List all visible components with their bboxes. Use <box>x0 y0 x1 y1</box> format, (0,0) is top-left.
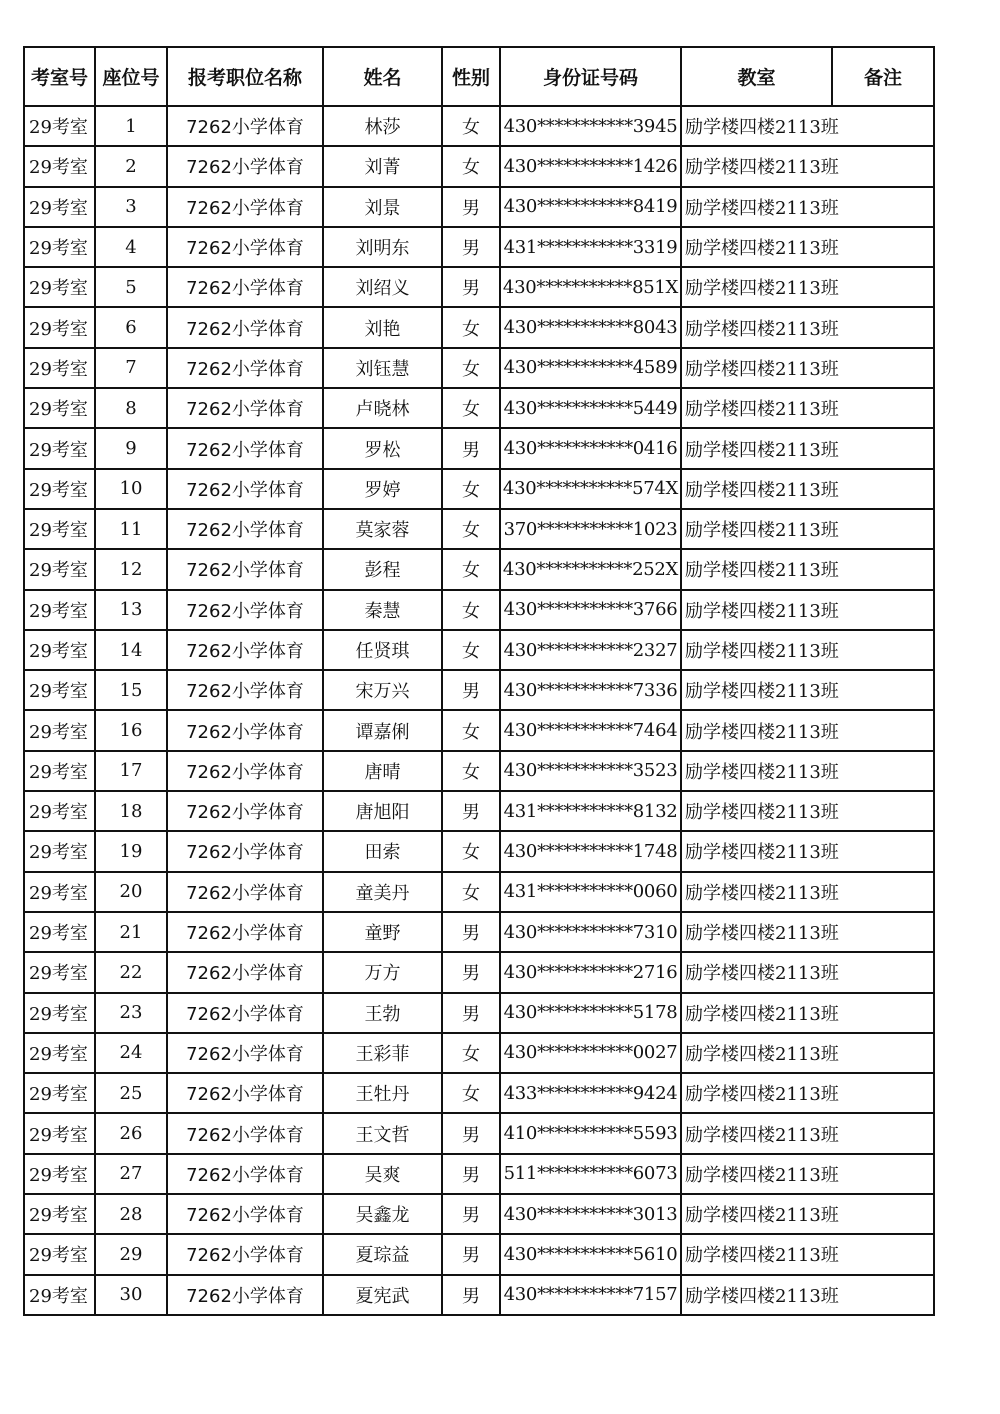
id-number-cell: 430***********7310 <box>500 912 681 952</box>
name-cell: 夏琮益 <box>323 1234 442 1274</box>
header-id-number: 身份证号码 <box>500 47 681 106</box>
gender-cell: 女 <box>442 307 500 347</box>
room-cell: 29考室 <box>24 1073 95 1113</box>
table-row <box>24 509 934 549</box>
room-cell: 29考室 <box>24 1194 95 1234</box>
gender-cell: 男 <box>442 1194 500 1234</box>
position-cell: 7262小学体育 <box>167 227 323 267</box>
header-room: 考室号 <box>24 47 95 106</box>
seat-cell: 7 <box>95 348 167 388</box>
gender-cell: 女 <box>442 872 500 912</box>
seat-cell: 28 <box>95 1194 167 1234</box>
table-row <box>24 1194 934 1234</box>
table-row <box>24 630 934 670</box>
room-cell: 29考室 <box>24 187 95 227</box>
id-number-cell: 430***********0416 <box>500 428 681 468</box>
room-cell: 29考室 <box>24 1234 95 1274</box>
classroom-cell: 励学楼四楼2113班 <box>681 307 934 347</box>
gender-cell: 男 <box>442 791 500 831</box>
id-number-cell: 431***********3319 <box>500 227 681 267</box>
classroom-cell: 励学楼四楼2113班 <box>681 912 934 952</box>
gender-cell: 女 <box>442 1033 500 1073</box>
room-cell: 29考室 <box>24 1275 95 1315</box>
table-row <box>24 428 934 468</box>
name-cell: 任贤琪 <box>323 630 442 670</box>
gender-cell: 男 <box>442 993 500 1033</box>
id-number-cell: 430***********851X <box>500 267 681 307</box>
room-cell: 29考室 <box>24 590 95 630</box>
seat-cell: 6 <box>95 307 167 347</box>
classroom-cell: 励学楼四楼2113班 <box>681 952 934 992</box>
header-gender: 性别 <box>442 47 500 106</box>
gender-cell: 女 <box>442 388 500 428</box>
table-row <box>24 1275 934 1315</box>
name-cell: 莫家蓉 <box>323 509 442 549</box>
position-cell: 7262小学体育 <box>167 549 323 589</box>
table-row <box>24 710 934 750</box>
gender-cell: 女 <box>442 630 500 670</box>
position-cell: 7262小学体育 <box>167 1275 323 1315</box>
gender-cell: 女 <box>442 831 500 871</box>
id-number-cell: 430***********3945 <box>500 106 681 146</box>
name-cell: 彭程 <box>323 549 442 589</box>
position-cell: 7262小学体育 <box>167 1234 323 1274</box>
position-cell: 7262小学体育 <box>167 187 323 227</box>
name-cell: 卢晓林 <box>323 388 442 428</box>
gender-cell: 男 <box>442 1113 500 1153</box>
name-cell: 王勃 <box>323 993 442 1033</box>
name-cell: 童野 <box>323 912 442 952</box>
seat-cell: 16 <box>95 710 167 750</box>
table-row <box>24 549 934 589</box>
id-number-cell: 430***********7336 <box>500 670 681 710</box>
name-cell: 万方 <box>323 952 442 992</box>
gender-cell: 男 <box>442 187 500 227</box>
position-cell: 7262小学体育 <box>167 952 323 992</box>
header-name: 姓名 <box>323 47 442 106</box>
name-cell: 刘艳 <box>323 307 442 347</box>
gender-cell: 女 <box>442 348 500 388</box>
seat-cell: 27 <box>95 1154 167 1194</box>
classroom-cell: 励学楼四楼2113班 <box>681 509 934 549</box>
name-cell: 谭嘉俐 <box>323 710 442 750</box>
gender-cell: 男 <box>442 1275 500 1315</box>
room-cell: 29考室 <box>24 549 95 589</box>
classroom-cell: 励学楼四楼2113班 <box>681 872 934 912</box>
id-number-cell: 430***********3766 <box>500 590 681 630</box>
header-classroom: 教室 <box>681 47 832 106</box>
name-cell: 吴爽 <box>323 1154 442 1194</box>
id-number-cell: 430***********7464 <box>500 710 681 750</box>
name-cell: 刘景 <box>323 187 442 227</box>
room-cell: 29考室 <box>24 469 95 509</box>
room-cell: 29考室 <box>24 106 95 146</box>
name-cell: 唐旭阳 <box>323 791 442 831</box>
gender-cell: 女 <box>442 1073 500 1113</box>
id-number-cell: 430***********4589 <box>500 348 681 388</box>
gender-cell: 女 <box>442 590 500 630</box>
id-number-cell: 430***********8043 <box>500 307 681 347</box>
gender-cell: 男 <box>442 912 500 952</box>
seat-cell: 4 <box>95 227 167 267</box>
position-cell: 7262小学体育 <box>167 509 323 549</box>
position-cell: 7262小学体育 <box>167 670 323 710</box>
classroom-cell: 励学楼四楼2113班 <box>681 227 934 267</box>
position-cell: 7262小学体育 <box>167 267 323 307</box>
table-row <box>24 187 934 227</box>
table-row <box>24 993 934 1033</box>
name-cell: 刘绍义 <box>323 267 442 307</box>
seat-cell: 29 <box>95 1234 167 1274</box>
seat-cell: 10 <box>95 469 167 509</box>
room-cell: 29考室 <box>24 1033 95 1073</box>
name-cell: 宋万兴 <box>323 670 442 710</box>
room-cell: 29考室 <box>24 428 95 468</box>
room-cell: 29考室 <box>24 509 95 549</box>
classroom-cell: 励学楼四楼2113班 <box>681 267 934 307</box>
header-note: 备注 <box>832 47 934 106</box>
seat-cell: 22 <box>95 952 167 992</box>
position-cell: 7262小学体育 <box>167 348 323 388</box>
seat-cell: 19 <box>95 831 167 871</box>
exam-seating-table <box>23 46 935 1316</box>
id-number-cell: 430***********2327 <box>500 630 681 670</box>
gender-cell: 女 <box>442 549 500 589</box>
gender-cell: 女 <box>442 146 500 186</box>
table-row <box>24 388 934 428</box>
room-cell: 29考室 <box>24 952 95 992</box>
classroom-cell: 励学楼四楼2113班 <box>681 751 934 791</box>
id-number-cell: 430***********1748 <box>500 831 681 871</box>
seat-cell: 3 <box>95 187 167 227</box>
seat-cell: 5 <box>95 267 167 307</box>
id-number-cell: 430***********5449 <box>500 388 681 428</box>
name-cell: 吴鑫龙 <box>323 1194 442 1234</box>
classroom-cell: 励学楼四楼2113班 <box>681 710 934 750</box>
table-row <box>24 831 934 871</box>
id-number-cell: 430***********1426 <box>500 146 681 186</box>
gender-cell: 男 <box>442 227 500 267</box>
room-cell: 29考室 <box>24 630 95 670</box>
classroom-cell: 励学楼四楼2113班 <box>681 791 934 831</box>
seat-cell: 18 <box>95 791 167 831</box>
id-number-cell: 410***********5593 <box>500 1113 681 1153</box>
id-number-cell: 431***********0060 <box>500 872 681 912</box>
classroom-cell: 励学楼四楼2113班 <box>681 993 934 1033</box>
name-cell: 田索 <box>323 831 442 871</box>
room-cell: 29考室 <box>24 670 95 710</box>
table-row <box>24 227 934 267</box>
table-row <box>24 1234 934 1274</box>
seat-cell: 14 <box>95 630 167 670</box>
position-cell: 7262小学体育 <box>167 630 323 670</box>
position-cell: 7262小学体育 <box>167 912 323 952</box>
classroom-cell: 励学楼四楼2113班 <box>681 1234 934 1274</box>
room-cell: 29考室 <box>24 872 95 912</box>
name-cell: 刘明东 <box>323 227 442 267</box>
table-body <box>24 106 934 1315</box>
table-row <box>24 912 934 952</box>
header-row <box>24 47 934 106</box>
gender-cell: 女 <box>442 710 500 750</box>
classroom-cell: 励学楼四楼2113班 <box>681 549 934 589</box>
id-number-cell: 430***********3013 <box>500 1194 681 1234</box>
classroom-cell: 励学楼四楼2113班 <box>681 1073 934 1113</box>
seat-cell: 17 <box>95 751 167 791</box>
seat-cell: 9 <box>95 428 167 468</box>
seat-cell: 23 <box>95 993 167 1033</box>
name-cell: 刘菁 <box>323 146 442 186</box>
table-row <box>24 1073 934 1113</box>
gender-cell: 女 <box>442 509 500 549</box>
classroom-cell: 励学楼四楼2113班 <box>681 670 934 710</box>
name-cell: 王牡丹 <box>323 1073 442 1113</box>
id-number-cell: 430***********0027 <box>500 1033 681 1073</box>
seat-cell: 30 <box>95 1275 167 1315</box>
room-cell: 29考室 <box>24 791 95 831</box>
name-cell: 王文哲 <box>323 1113 442 1153</box>
position-cell: 7262小学体育 <box>167 1073 323 1113</box>
classroom-cell: 励学楼四楼2113班 <box>681 590 934 630</box>
position-cell: 7262小学体育 <box>167 1113 323 1153</box>
position-cell: 7262小学体育 <box>167 469 323 509</box>
position-cell: 7262小学体育 <box>167 831 323 871</box>
seat-cell: 24 <box>95 1033 167 1073</box>
header-position: 报考职位名称 <box>167 47 323 106</box>
room-cell: 29考室 <box>24 227 95 267</box>
gender-cell: 男 <box>442 670 500 710</box>
name-cell: 王彩菲 <box>323 1033 442 1073</box>
room-cell: 29考室 <box>24 1113 95 1153</box>
table-row <box>24 952 934 992</box>
classroom-cell: 励学楼四楼2113班 <box>681 428 934 468</box>
gender-cell: 女 <box>442 106 500 146</box>
classroom-cell: 励学楼四楼2113班 <box>681 1154 934 1194</box>
id-number-cell: 430***********252X <box>500 549 681 589</box>
classroom-cell: 励学楼四楼2113班 <box>681 1113 934 1153</box>
room-cell: 29考室 <box>24 751 95 791</box>
name-cell: 罗松 <box>323 428 442 468</box>
seat-cell: 15 <box>95 670 167 710</box>
gender-cell: 男 <box>442 952 500 992</box>
name-cell: 夏宪武 <box>323 1275 442 1315</box>
room-cell: 29考室 <box>24 348 95 388</box>
id-number-cell: 430***********3523 <box>500 751 681 791</box>
table-row <box>24 872 934 912</box>
id-number-cell: 430***********2716 <box>500 952 681 992</box>
seat-cell: 13 <box>95 590 167 630</box>
seat-cell: 26 <box>95 1113 167 1153</box>
table-row <box>24 307 934 347</box>
id-number-cell: 431***********8132 <box>500 791 681 831</box>
classroom-cell: 励学楼四楼2113班 <box>681 187 934 227</box>
id-number-cell: 430***********574X <box>500 469 681 509</box>
classroom-cell: 励学楼四楼2113班 <box>681 1194 934 1234</box>
position-cell: 7262小学体育 <box>167 307 323 347</box>
classroom-cell: 励学楼四楼2113班 <box>681 831 934 871</box>
gender-cell: 男 <box>442 267 500 307</box>
table-row <box>24 106 934 146</box>
name-cell: 唐晴 <box>323 751 442 791</box>
position-cell: 7262小学体育 <box>167 1033 323 1073</box>
classroom-cell: 励学楼四楼2113班 <box>681 1033 934 1073</box>
seat-cell: 11 <box>95 509 167 549</box>
room-cell: 29考室 <box>24 146 95 186</box>
gender-cell: 男 <box>442 428 500 468</box>
gender-cell: 男 <box>442 1154 500 1194</box>
seat-cell: 1 <box>95 106 167 146</box>
name-cell: 刘钰慧 <box>323 348 442 388</box>
table-row <box>24 670 934 710</box>
classroom-cell: 励学楼四楼2113班 <box>681 106 934 146</box>
id-number-cell: 511***********6073 <box>500 1154 681 1194</box>
name-cell: 林莎 <box>323 106 442 146</box>
classroom-cell: 励学楼四楼2113班 <box>681 388 934 428</box>
position-cell: 7262小学体育 <box>167 146 323 186</box>
table-row <box>24 751 934 791</box>
id-number-cell: 430***********5610 <box>500 1234 681 1274</box>
id-number-cell: 430***********8419 <box>500 187 681 227</box>
name-cell: 童美丹 <box>323 872 442 912</box>
seat-cell: 21 <box>95 912 167 952</box>
seat-cell: 25 <box>95 1073 167 1113</box>
classroom-cell: 励学楼四楼2113班 <box>681 146 934 186</box>
room-cell: 29考室 <box>24 1154 95 1194</box>
id-number-cell: 433***********9424 <box>500 1073 681 1113</box>
table-row <box>24 348 934 388</box>
seat-cell: 8 <box>95 388 167 428</box>
room-cell: 29考室 <box>24 912 95 952</box>
id-number-cell: 430***********5178 <box>500 993 681 1033</box>
room-cell: 29考室 <box>24 267 95 307</box>
seat-cell: 2 <box>95 146 167 186</box>
classroom-cell: 励学楼四楼2113班 <box>681 630 934 670</box>
position-cell: 7262小学体育 <box>167 710 323 750</box>
name-cell: 罗婷 <box>323 469 442 509</box>
table-row <box>24 469 934 509</box>
room-cell: 29考室 <box>24 993 95 1033</box>
classroom-cell: 励学楼四楼2113班 <box>681 348 934 388</box>
table-row <box>24 146 934 186</box>
position-cell: 7262小学体育 <box>167 1194 323 1234</box>
classroom-cell: 励学楼四楼2113班 <box>681 1275 934 1315</box>
id-number-cell: 430***********7157 <box>500 1275 681 1315</box>
table-row <box>24 791 934 831</box>
seat-cell: 12 <box>95 549 167 589</box>
gender-cell: 女 <box>442 469 500 509</box>
table-row <box>24 267 934 307</box>
name-cell: 秦慧 <box>323 590 442 630</box>
table-row <box>24 590 934 630</box>
table-row <box>24 1113 934 1153</box>
position-cell: 7262小学体育 <box>167 1154 323 1194</box>
room-cell: 29考室 <box>24 388 95 428</box>
position-cell: 7262小学体育 <box>167 106 323 146</box>
gender-cell: 女 <box>442 751 500 791</box>
position-cell: 7262小学体育 <box>167 428 323 468</box>
room-cell: 29考室 <box>24 710 95 750</box>
id-number-cell: 370***********1023 <box>500 509 681 549</box>
position-cell: 7262小学体育 <box>167 993 323 1033</box>
room-cell: 29考室 <box>24 307 95 347</box>
classroom-cell: 励学楼四楼2113班 <box>681 469 934 509</box>
position-cell: 7262小学体育 <box>167 872 323 912</box>
seat-cell: 20 <box>95 872 167 912</box>
table-row <box>24 1033 934 1073</box>
room-cell: 29考室 <box>24 831 95 871</box>
position-cell: 7262小学体育 <box>167 791 323 831</box>
gender-cell: 男 <box>442 1234 500 1274</box>
position-cell: 7262小学体育 <box>167 388 323 428</box>
table-row <box>24 1154 934 1194</box>
header-seat: 座位号 <box>95 47 167 106</box>
position-cell: 7262小学体育 <box>167 751 323 791</box>
position-cell: 7262小学体育 <box>167 590 323 630</box>
